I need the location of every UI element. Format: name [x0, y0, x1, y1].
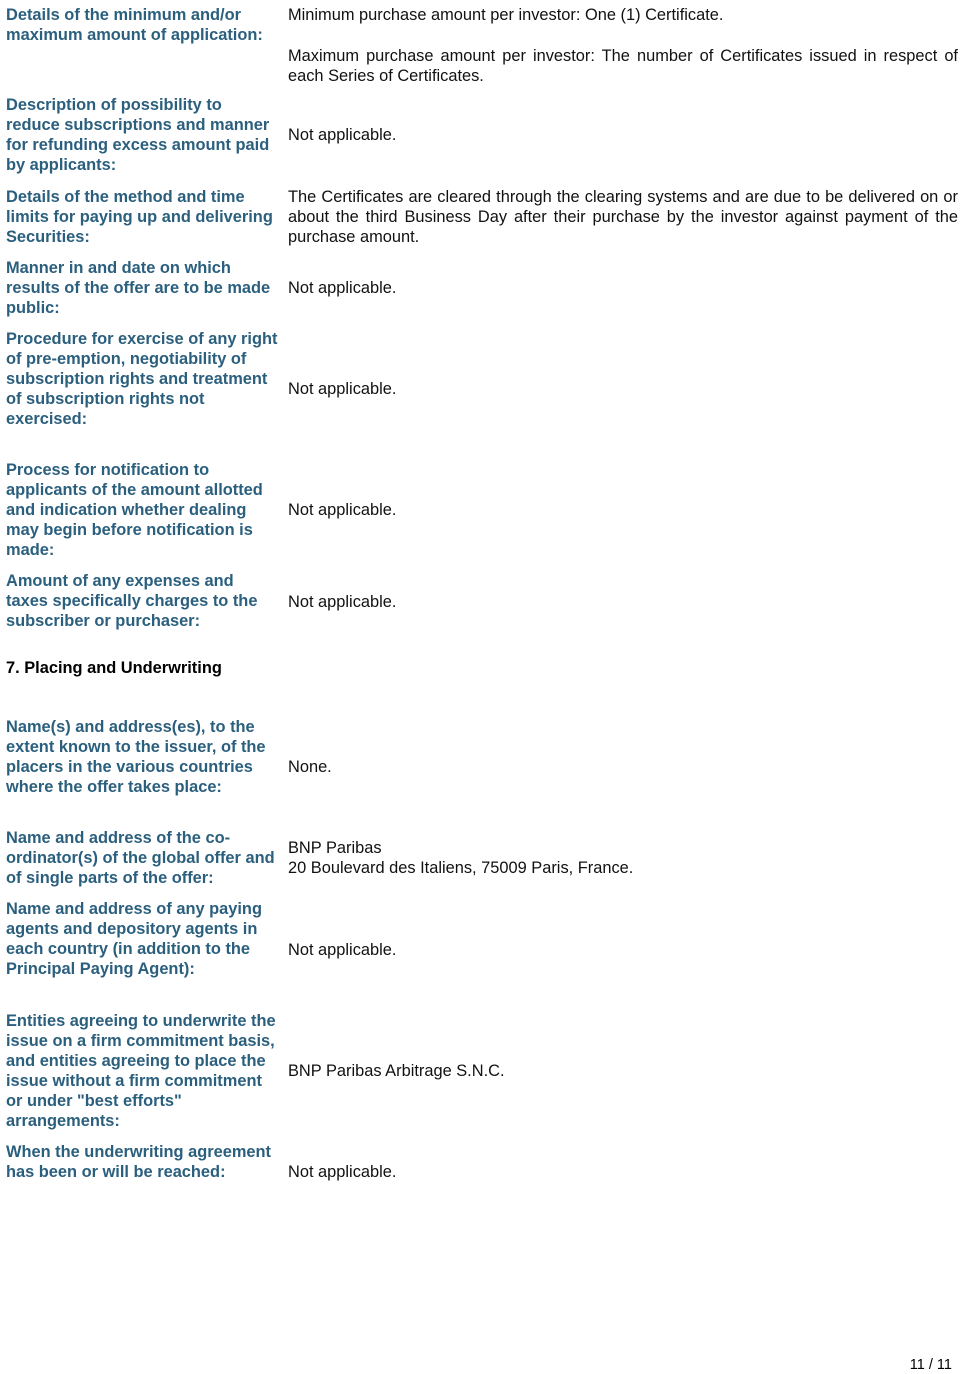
row-label-coordinator: Name and address of the co-ordinator(s) of the global offer and of single parts of the offer:: [6, 829, 275, 887]
page-number: 11 / 11: [909, 1357, 952, 1373]
section-heading: 7. Placing and Underwriting: [6, 659, 222, 677]
row-label-paying-agents: Name and address of any paying agents and depository agents in each country (in addition to the Principal Paying Agent):: [6, 900, 262, 978]
row-value-expenses-taxes: [288, 592, 958, 612]
row-label-pre-emption: Procedure for exercise of any right of pre-emption, negotiability of subscription rights and treatment of subscription rights not exercised:: [6, 330, 278, 428]
value-text: BNP Paribas Arbitrage S.N.C.: [288, 1062, 505, 1080]
row-value-notification: [288, 500, 958, 520]
row-label-notification: Process for notification to applicants of the amount allotted and indication whether dealing may begin before notification is made:: [6, 461, 263, 559]
row-label-placers: Name(s) and address(es), to the extent known to the issuer, of the placers in the various countries where the offer takes place:: [6, 718, 266, 796]
row-label-expenses-taxes: Amount of any expenses and taxes specifically charges to the subscriber or purchaser:: [6, 572, 258, 630]
value-text: The Certificates are cleared through the clearing systems and are due to be delivered on or about the third Business Day after their purchase by the investor against payment of the purchase amount.: [288, 188, 958, 246]
row-value-underwriters: [288, 1061, 958, 1081]
value-text: Not applicable.: [288, 941, 397, 959]
row-label-paying-delivering: Details of the method and time limits for paying up and delivering Securities:: [6, 188, 273, 246]
value-text: Not applicable.: [288, 593, 397, 611]
value-text: Not applicable.: [288, 501, 397, 519]
row-value-results-public: [288, 278, 958, 298]
row-value-reduce-subscriptions: [288, 125, 958, 145]
row-value-placers: [288, 757, 958, 777]
value-text: Not applicable.: [288, 279, 397, 297]
row-label-results-public: Manner in and date on which results of the offer are to be made public:: [6, 259, 271, 317]
value-maximum-purchase: Maximum purchase amount per investor: The number of Certificates issued in respect of each Series of Certificates.: [288, 47, 958, 85]
value-text: Not applicable.: [288, 380, 397, 398]
row-label-reduce-subscriptions: Description of possibility to reduce subscriptions and manner for refunding excess amount paid by applicants:: [6, 96, 270, 174]
row-value-pre-emption: [288, 379, 958, 399]
row-label-min-max-application: Details of the minimum and/or maximum amount of application:: [6, 6, 263, 44]
value-text: None.: [288, 758, 332, 776]
row-value-coordinator: [288, 838, 958, 878]
row-value-paying-agents: [288, 940, 958, 960]
coordinator-address: 20 Boulevard des Italiens, 75009 Paris, France.: [288, 859, 634, 877]
row-label-underwriting-agreement: When the underwriting agreement has been or will be reached:: [6, 1143, 272, 1181]
coordinator-name: BNP Paribas: [288, 839, 382, 857]
row-value-paying-delivering: [288, 187, 958, 247]
row-value-min-max-application: [288, 5, 958, 86]
row-value-underwriting-agreement: [288, 1162, 958, 1182]
value-text: Not applicable.: [288, 1163, 397, 1181]
value-text: Not applicable.: [288, 126, 397, 144]
row-label-underwriters: Entities agreeing to underwrite the issue on a firm commitment basis, and entities agreeing to place the issue without a firm commitment or under "best efforts" arrangements:: [6, 1012, 276, 1130]
value-minimum-purchase: Minimum purchase amount per investor: One (1) Certificate.: [288, 6, 724, 24]
